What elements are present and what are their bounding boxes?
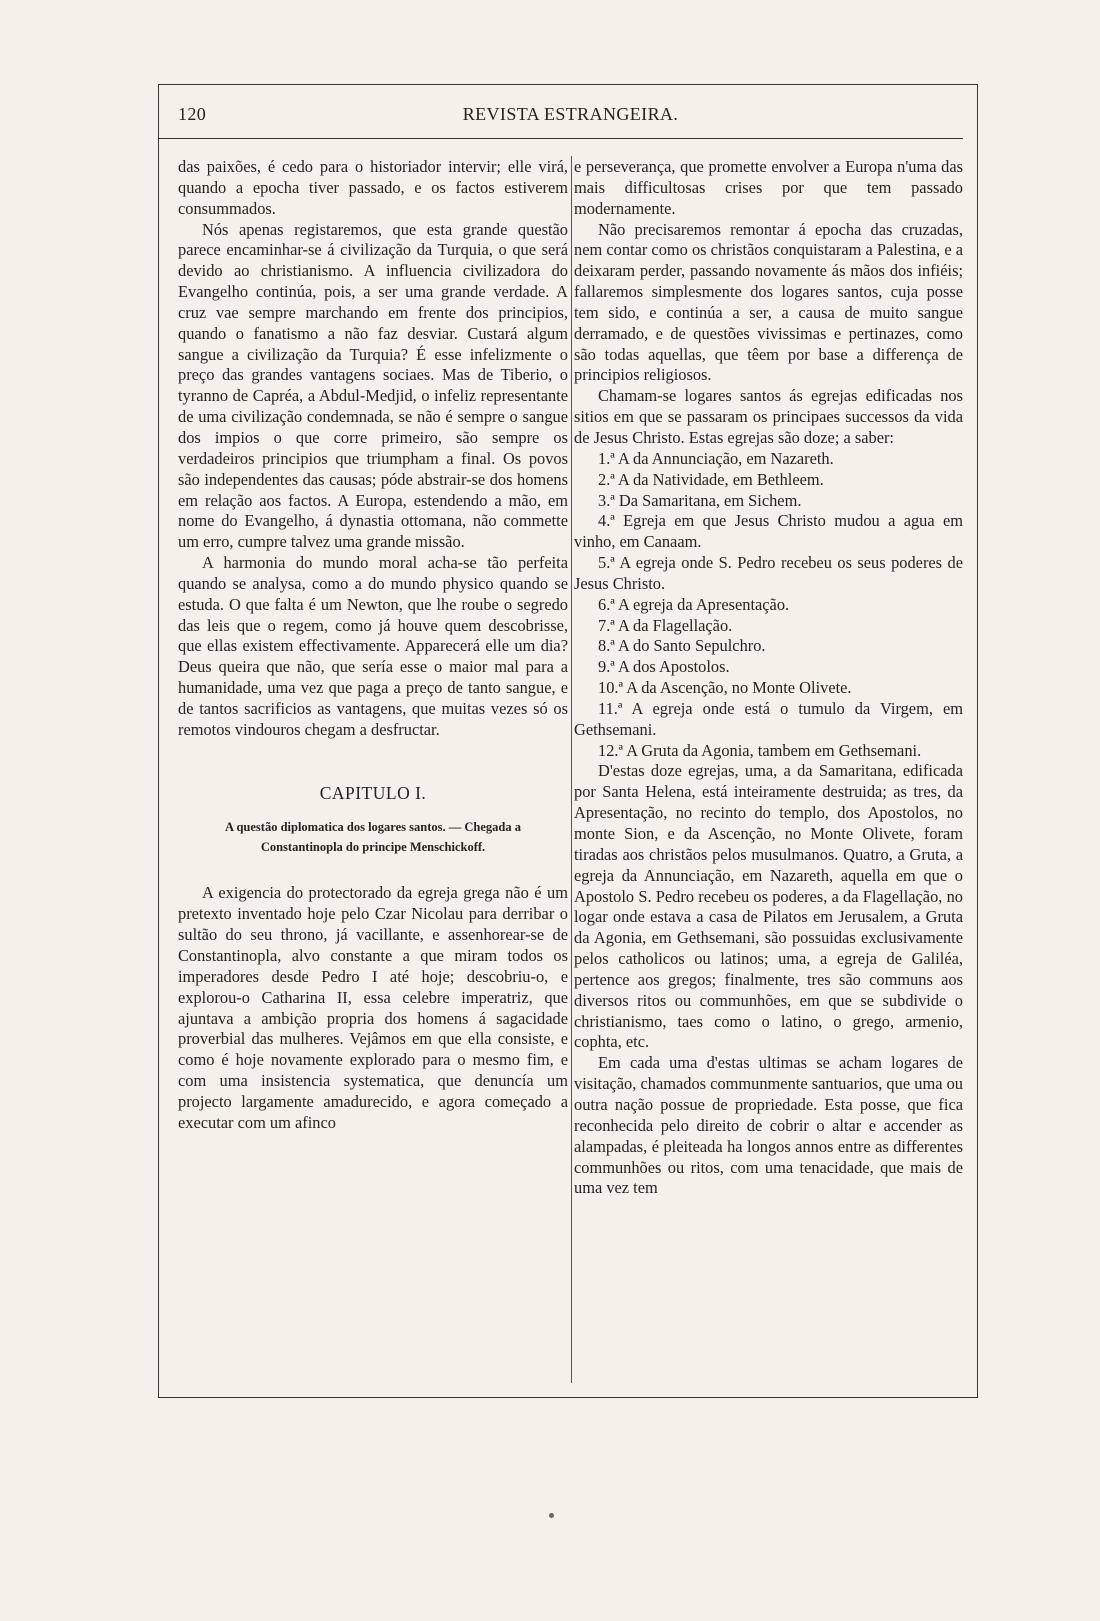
list-item: 1.ª A da Annunciação, em Nazareth. — [598, 448, 834, 468]
paragraph: Não precisaremos remontar á epocha das cruzadas, nem contar como os christãos conquistaram a Palestina, e a deixaram perder, passando novamente ás mãos dos infiéis; fallaremos simplesmente dos logares santos, cuja posse tem sido, e continúa a ser, a causa de muito sangue derramado, e de questões vivissimas e pertinazes, como são todas aquellas, que têem por base a differença de principios religiosos. — [574, 219, 963, 385]
list-item: 10.ª A da Ascenção, no Monte Olivete. — [598, 678, 852, 698]
paragraph: Em cada uma d'estas ultimas se acham logares de visitação, chamados communmente santuarios, que uma ou outra nação possue de propriedade. Esta posse, que fica reconhecida pelo direito de cobrir o altar e accender as alampadas, é pleiteada ha longos annos entre as differentes communhões ou ritos, com uma tenacidade, que mais de uma vez tem — [574, 1053, 963, 1198]
running-title: REVISTA ESTRANGEIRA. — [462, 104, 679, 124]
right-column — [574, 157, 963, 1199]
paragraph: D'estas doze egrejas, uma, a da Samaritana, edificada por Santa Helena, está inteiramente destruida; as tres, da Apresentação, no recinto do templo, dos Apostolos, no monte Sion, e da Ascenção, no Monte Olivete, foram tiradas aos christãos pelos musulmanos. Quatro, a Gruta, a egreja da Annunciação, em Nazareth, aquella em que o Apostolo S. Pedro recebeu os poderes, a da Flagellação, no logar onde estava a casa de Pilatos em Jerusalem, a Gruta da Agonia, em Gethsemani, são possuidas exclusivamente pelos catholicos ou latinos; uma, a egreja de Galiléa, pertence aos gregos; finalmente, tres são communs aos diversos ritos ou communhões, em que se subdivide o christianismo, taes como o latino, o grego, armenio, cophta, etc. — [574, 761, 963, 1052]
paragraph: e perseverança, que promette envolver a Europa n'uma das mais difficultosas crises por que tem passado modernamente. — [574, 157, 963, 218]
running-header — [178, 100, 963, 130]
list-item: 12.ª A Gruta da Agonia, tambem em Gethsemani. — [598, 740, 922, 760]
paragraph: Chamam-se logares santos ás egrejas edificadas nos sitios em que se passaram os principaes successos da vida de Jesus Christo. Estas egrejas são doze; a saber: — [574, 386, 963, 447]
ink-dot — [549, 1513, 554, 1518]
list-item: 7.ª A da Flagellação. — [598, 615, 733, 635]
column-divider — [571, 156, 572, 1383]
header-rule — [158, 138, 963, 139]
list-item: 3.ª Da Samaritana, em Sichem. — [598, 490, 802, 510]
left-column — [178, 157, 568, 1134]
chapter-summary: A questão diplomatica dos logares santos. — Chegada a Constantinopla do principe Menschickoff. — [225, 820, 521, 855]
list-item: 11.ª A egreja onde está o tumulo da Virgem, em Gethsemani. — [574, 698, 963, 739]
list-item: 8.ª A do Santo Sepulchro. — [598, 636, 766, 656]
chapter-title: CAPITULO I. — [319, 782, 427, 803]
paragraph: Nós apenas registaremos, que esta grande questão parece encaminhar-se á civilização da Turquia, o que será devido ao christianismo. A influencia civilizadora do Evangelho continúa, pois, a ser uma grande verdade. A cruz vae sempre marchando em frente dos principios, quando o fanatismo a não faz desviar. Custará algum sangue a civilização da Turquia? É esse infelizmente o preço das grandes vantagens sociaes. Mas de Tiberio, o tyranno de Capréa, a Abdul-Medjid, o infeliz representante de uma civilização condemnada, se não é sempre o sangue dos impios o que corre primeiro, são sempre os verdadeiros principios que triumpham a final. Os povos são independentes das causas; póde abstrair-se dos homens em relação aos factos. A Europa, estendendo a mão, em nome do Evangelho, á dynastia ottomana, não commette um erro, cumpre talvez uma grande missão. — [178, 219, 568, 552]
paragraph: das paixões, é cedo para o historiador intervir; elle virá, quando a epocha tiver passado, e os factos estiverem consummados. — [178, 157, 568, 218]
paragraph: A harmonia do mundo moral acha-se tão perfeita quando se analysa, como a do mundo physico quando se estuda. O que falta é um Newton, que lhe roube o segredo das leis que o regem, como já houve quem descobrisse, que ellas existem effectivamente. Apparecerá elle um dia? Deus queira que não, que sería esse o maior mal para a humanidade, uma vez que paga a preço de tanto sangue, e de tantos sacrificios as vantagens, que muitas vezes só os remotos vindouros chegam a desfructar. — [178, 553, 568, 739]
paragraph: A exigencia do protectorado da egreja grega não é um pretexto inventado hoje pelo Czar Nicolau para derribar o sultão do seu throno, já vacillante, e assenhorear-se de Constantinopla, alvo constante a que miram todos os imperadores desde Pedro I até hoje; descobriu-o, e explorou-o Catharina II, essa celebre imperatriz, que ajuntava a ambição propria dos homens á sagacidade proverbial das mulheres. Vejâmos em que ella consiste, e como é hoje novamente explorado para o mesmo fim, e com uma insistencia systematica, que denuncía um projecto largamente amadurecido, e agora começado a executar com um afinco — [178, 883, 568, 1132]
list-item: 6.ª A egreja da Apresentação. — [598, 594, 790, 614]
list-item: 2.ª A da Natividade, em Bethleem. — [598, 469, 824, 489]
list-item: 4.ª Egreja em que Jesus Christo mudou a agua em vinho, em Canaam. — [574, 511, 963, 552]
page-number: 120 — [178, 104, 207, 124]
list-item: 9.ª A dos Apostolos. — [598, 657, 730, 677]
list-item: 5.ª A egreja onde S. Pedro recebeu os seus poderes de Jesus Christo. — [574, 553, 963, 593]
